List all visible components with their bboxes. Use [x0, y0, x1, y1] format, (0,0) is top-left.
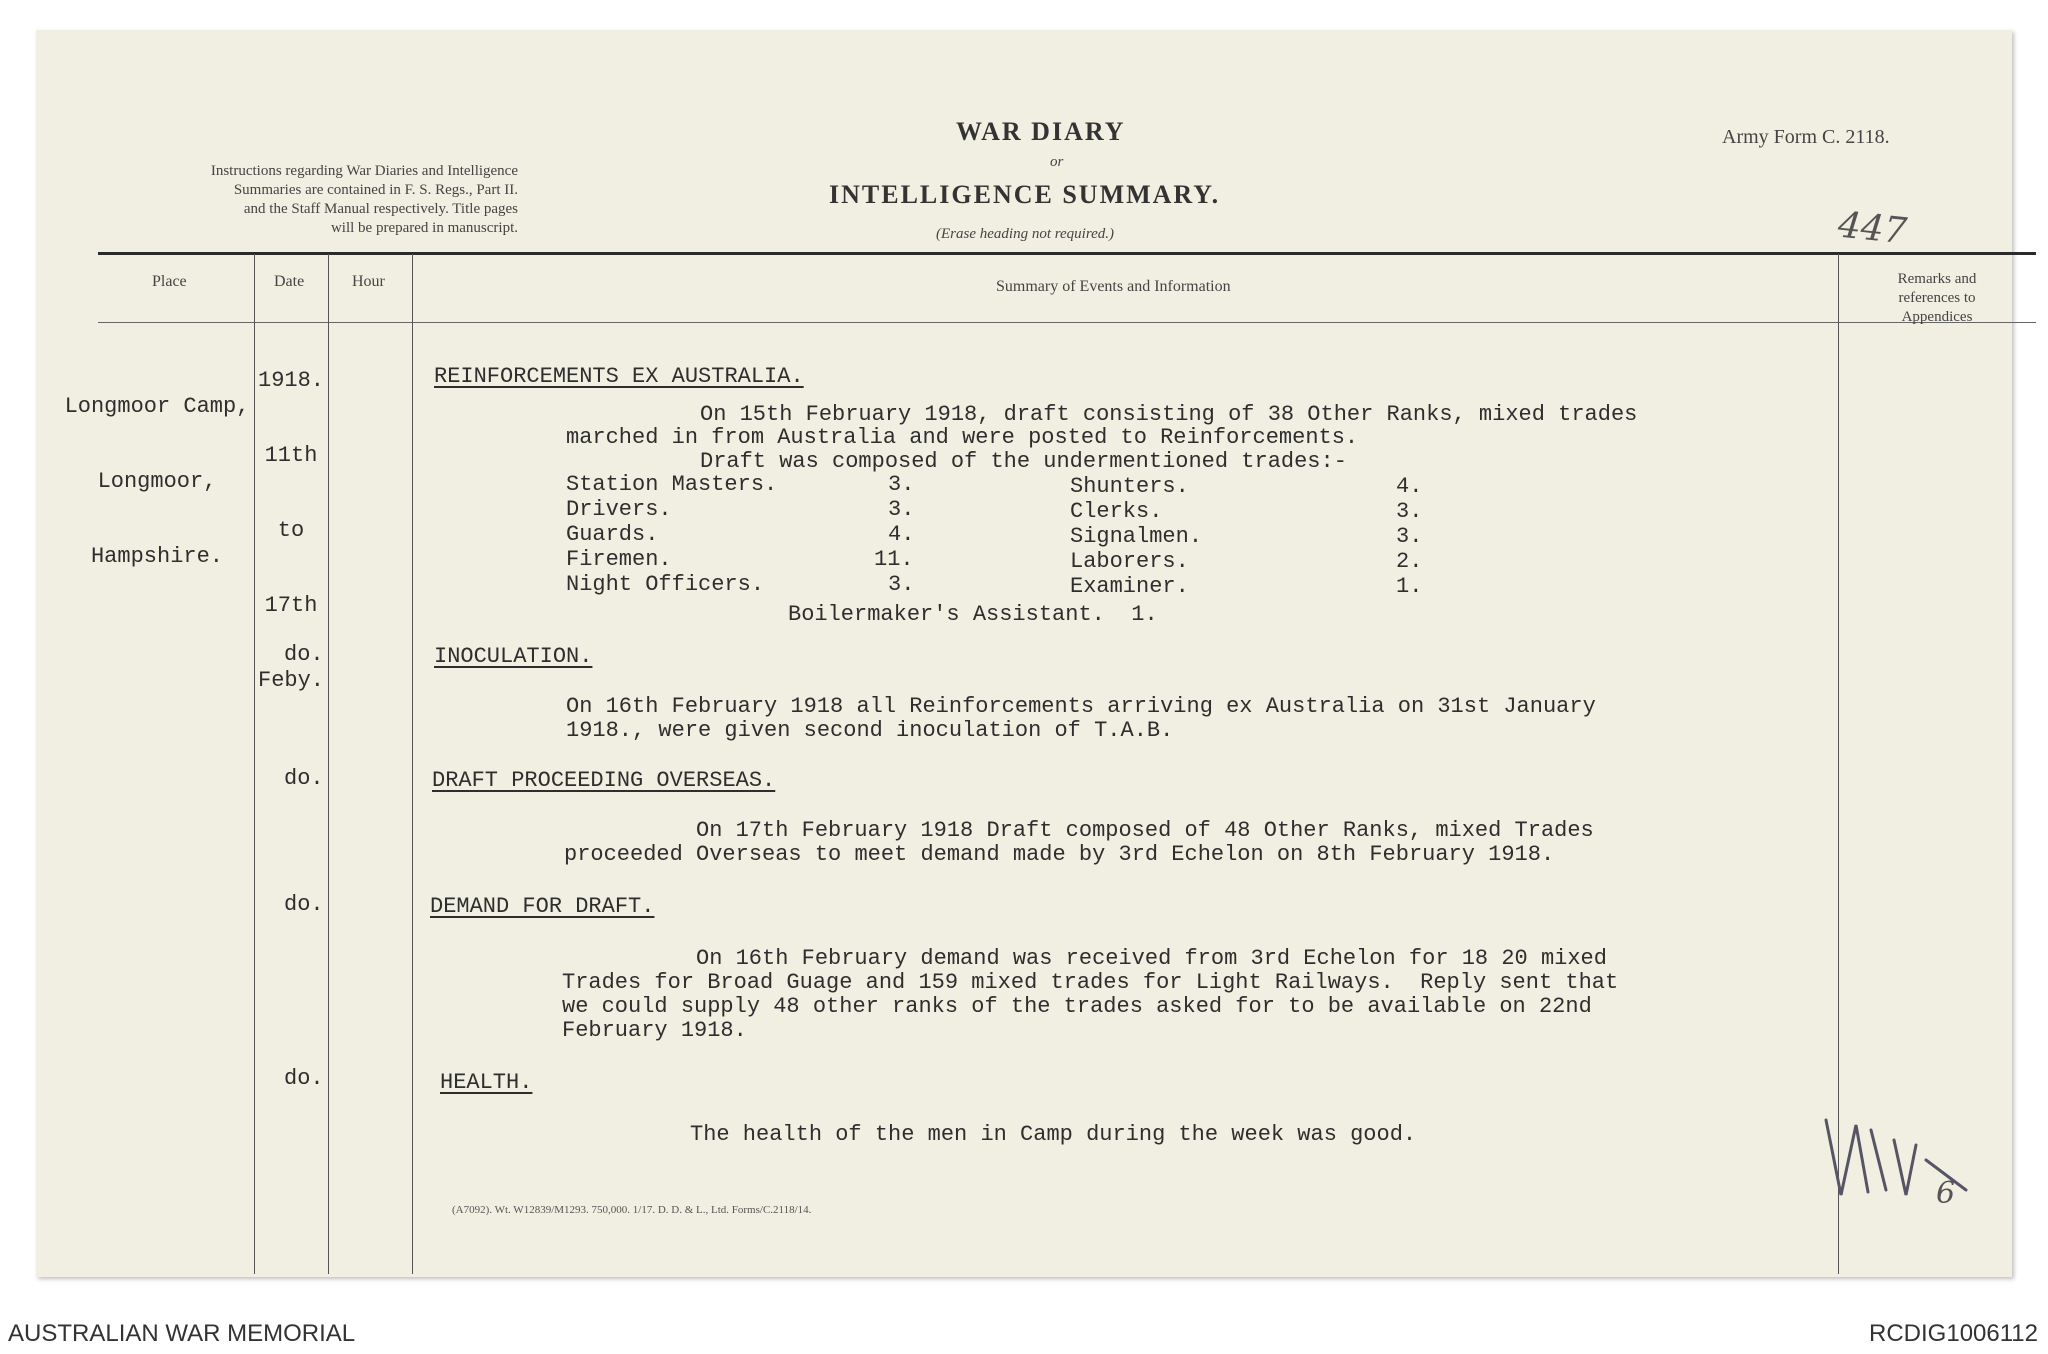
column-header-hour: Hour [352, 273, 385, 290]
trade-count: 4. [888, 522, 915, 547]
print-code: (A7092). Wt. W12839/M1293. 750,000. 1/17. D. D. & L., Ltd. Forms/C.2118/14. [452, 1204, 812, 1216]
date-line: 1918. [258, 368, 325, 393]
date-entry [258, 318, 324, 743]
inoculation-line: On 16th February 1918 all Reinforcements arriving ex Australia on 31st January [566, 694, 1596, 719]
draft-overseas-line: On 17th February 1918 Draft composed of 48 Other Ranks, mixed Trades [696, 818, 1594, 843]
column-header-place: Place [152, 273, 187, 290]
place-entry [64, 344, 250, 619]
section-heading-inoculation: INOCULATION. [434, 644, 593, 669]
instructions-line: and the Staff Manual respectively. Title pages [243, 201, 518, 217]
demand-line: February 1918. [562, 1018, 747, 1043]
trade-name: Firemen. [566, 547, 672, 572]
demand-line: we could supply 48 other ranks of the trades asked for to be available on 22nd [562, 994, 1592, 1019]
date-line: 17th [264, 593, 318, 618]
place-line: Longmoor, [97, 469, 217, 494]
trade-name: Night Officers. [566, 572, 765, 597]
section-heading-draft-overseas: DRAFT PROCEEDING OVERSEAS. [432, 768, 776, 793]
section-heading-reinforcements: REINFORCEMENTS EX AUSTRALIA. [434, 364, 804, 389]
header-bottom-rule [98, 322, 2036, 323]
page-number-handwritten: 447 [1836, 204, 1909, 253]
trade-name: Laborers. [1070, 549, 1189, 574]
ditto-mark: do. [284, 642, 324, 667]
record-id: RCDIG1006112 [1869, 1320, 2038, 1347]
column-header-remarks [1862, 270, 2012, 327]
health-line: The health of the men in Camp during the week was good. [690, 1122, 1417, 1147]
instructions-block [148, 162, 518, 238]
column-header-summary: Summary of Events and Information [996, 278, 1231, 295]
trade-count: 1. [1396, 574, 1423, 599]
trade-count: 11. [874, 547, 914, 572]
erase-note: (Erase heading not required.) [936, 226, 1115, 242]
boilermaker-line: Boilermaker's Assistant. 1. [788, 602, 1158, 627]
trade-name: Guards. [566, 522, 659, 547]
instructions-line: Instructions regarding War Diaries and Intelligence [210, 163, 518, 179]
demand-line: Trades for Broad Guage and 159 mixed trades for Light Railways. Reply sent that [562, 970, 1619, 995]
archive-label: AUSTRALIAN WAR MEMORIAL [8, 1320, 356, 1347]
table-top-rule [98, 252, 2036, 255]
trade-name: Station Masters. [566, 472, 778, 497]
trade-count: 3. [1396, 524, 1423, 549]
column-header-date: Date [274, 273, 305, 290]
column-divider-date [328, 254, 329, 1274]
reinforcements-line: Draft was composed of the undermentioned trades:- [700, 449, 1347, 474]
trade-count: 2. [1396, 549, 1423, 574]
remarks-header-line: references to [1898, 290, 1976, 306]
trade-count: 3. [888, 497, 915, 522]
date-line: to [277, 518, 305, 543]
instructions-line: Summaries are contained in F. S. Regs., Part II. [233, 182, 518, 198]
trade-count: 3. [888, 572, 915, 597]
ditto-mark: do. [284, 892, 324, 917]
trade-count: 3. [1396, 499, 1423, 524]
war-diary-page [36, 30, 2012, 1277]
ditto-mark: do. [284, 1066, 324, 1091]
date-line: Feby. [258, 668, 325, 693]
remarks-header-line: Appendices [1901, 309, 1973, 325]
section-heading-health: HEALTH. [440, 1070, 533, 1095]
date-line: 11th [264, 443, 318, 468]
title-intelligence-summary: INTELLIGENCE SUMMARY. [829, 180, 1221, 209]
trade-name: Signalmen. [1070, 524, 1203, 549]
army-form-label: Army Form C. 2118. [1722, 126, 1890, 148]
column-divider-place [254, 254, 255, 1274]
trade-count: 3. [888, 472, 915, 497]
column-divider-hour [412, 254, 413, 1274]
signature-mark [1816, 1100, 1986, 1210]
reinforcements-line: On 15th February 1918, draft consisting of 38 Other Ranks, mixed trades [700, 402, 1638, 427]
place-line: Hampshire. [90, 544, 224, 569]
place-line: Longmoor Camp, [64, 394, 250, 419]
title-war-diary: WAR DIARY [956, 117, 1126, 146]
trade-name: Drivers. [566, 497, 672, 522]
demand-line: On 16th February demand was received from 3rd Echelon for 18 20 mixed [696, 946, 1607, 971]
title-or: or [1050, 154, 1064, 170]
ditto-mark: do. [284, 766, 324, 791]
instructions-line: will be prepared in manuscript. [330, 220, 518, 236]
corner-number: 6 [1936, 1176, 1956, 1211]
remarks-header-line: Remarks and [1897, 271, 1977, 287]
trade-count: 4. [1396, 474, 1423, 499]
section-heading-demand: DEMAND FOR DRAFT. [430, 894, 655, 919]
trade-name: Examiner. [1070, 574, 1189, 599]
trade-name: Shunters. [1070, 474, 1189, 499]
inoculation-line: 1918., were given second inoculation of T.A.B. [566, 718, 1174, 743]
draft-overseas-line: proceeded Overseas to meet demand made by 3rd Echelon on 8th February 1918. [564, 842, 1555, 867]
trade-name: Clerks. [1070, 499, 1163, 524]
reinforcements-line: marched in from Australia and were posted to Reinforcements. [566, 425, 1359, 450]
